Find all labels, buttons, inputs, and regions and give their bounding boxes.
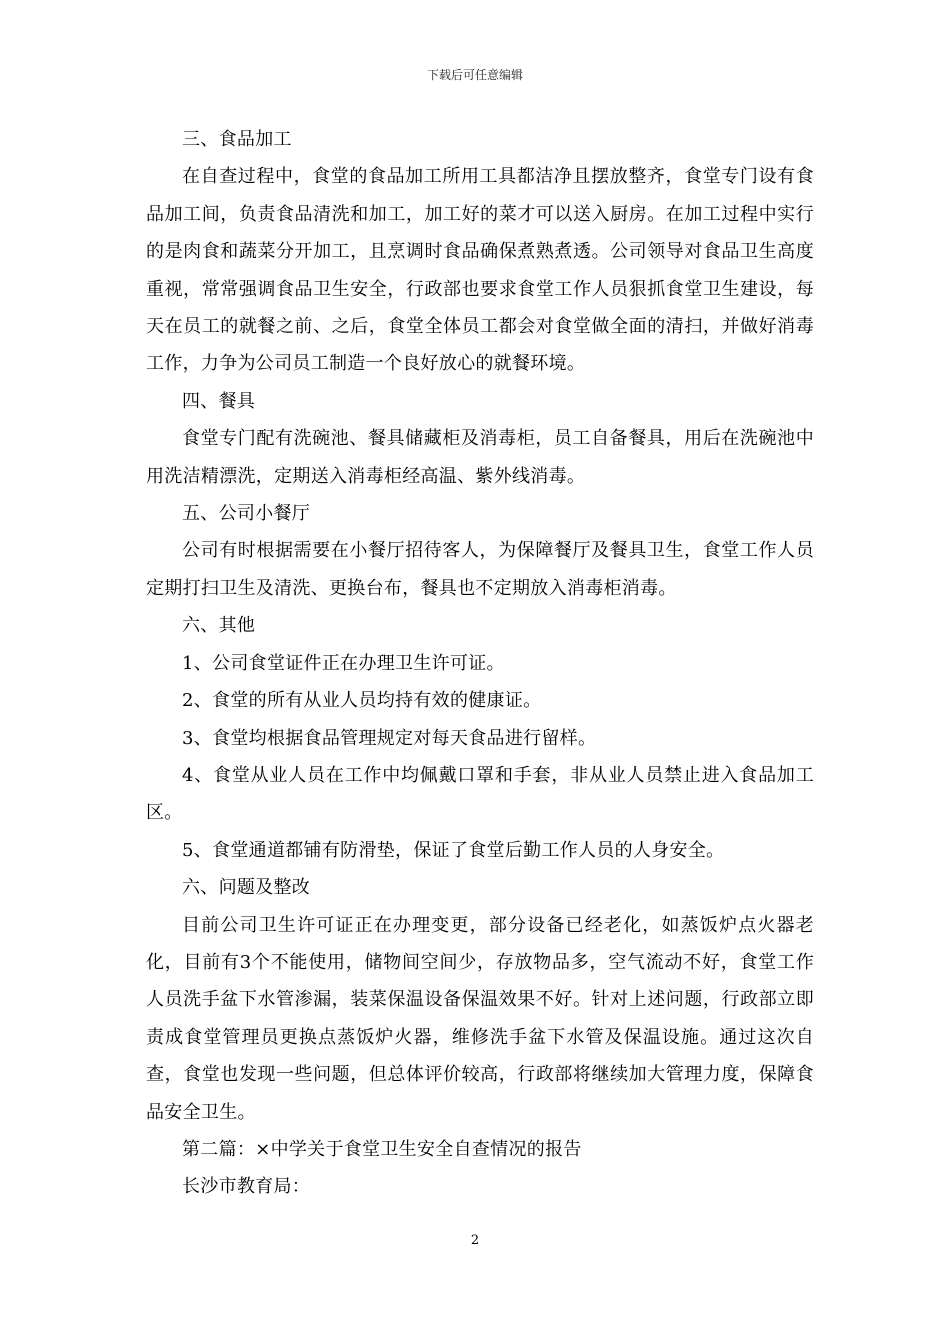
list-item-5: 5、食堂通道都铺有防滑垫，保证了食堂后勤工作人员的人身安全。 (182, 839, 725, 861)
section-heading-issues: 六、问题及整改 (182, 877, 311, 899)
second-article-title: 第二篇：×中学关于食堂卫生安全自查情况的报告 (182, 1138, 582, 1160)
header-note: 下载后可任意编辑 (426, 68, 523, 82)
salutation: 长沙市教育局： (182, 1176, 311, 1198)
section-heading-small-dining-room: 五、公司小餐厅 (182, 503, 311, 525)
section-heading-tableware: 四、餐具 (182, 390, 256, 412)
paragraph-food-processing: 在自查过程中，食堂的食品加工所用工具都洁净且摆放整齐，食堂专门设有食品加工间，负责食品清洗和加工，加工好的菜才可以送入厨房。在加工过程中实行的是肉食和蔬菜分开加工，且烹调时食品确保煮熟煮透。公司领导对食品卫生高度重视，常常强调食品卫生安全，行政部也要求食堂工作人员狠抓食堂卫生建设，每天在员工的就餐之前、之后，食堂全体员工都会对食堂做全面的清扫，并做好消毒工作，力争为公司员工制造一个良好放心的就餐环境。 (146, 166, 814, 375)
list-item-1: 1、公司食堂证件正在办理卫生许可证。 (182, 652, 505, 674)
page-number: 2 (470, 1233, 480, 1248)
list-item-3: 3、食堂均根据食品管理规定对每天食品进行留样。 (182, 727, 597, 749)
section-heading-other: 六、其他 (182, 615, 256, 637)
document-body (146, 121, 814, 1206)
section-heading-food-processing: 三、食品加工 (182, 129, 292, 150)
paragraph-small-dining-room: 公司有时根据需要在小餐厅招待客人，为保障餐厅及餐具卫生，食堂工作人员定期打扫卫生及清洗、更换台布，餐具也不定期放入消毒柜消毒。 (146, 540, 814, 599)
list-item-4: 4、食堂从业人员在工作中均佩戴口罩和手套，非从业人员禁止进入食品加工区。 (146, 764, 814, 824)
list-item-2: 2、食堂的所有从业人员均持有效的健康证。 (182, 690, 542, 712)
paragraph-tableware: 食堂专门配有洗碗池、餐具储藏柜及消毒柜，员工自备餐具，用后在洗碗池中用洗洁精漂洗，定期送入消毒柜经高温、紫外线消毒。 (146, 428, 814, 487)
paragraph-issues: 目前公司卫生许可证正在办理变更，部分设备已经老化，如蒸饭炉点火器老化，目前有3个不能使用，储物间空间少，存放物品多，空气流动不好，食堂工作人员洗手盆下水管渗漏，装菜保温设备保温效果不好。针对上述问题，行政部立即责成食堂管理员更换点蒸饭炉火器，维修洗手盆下水管及保温设施。通过这次自查，食堂也发现一些问题，但总体评价较高，行政部将继续加大管理力度，保障食品安全卫生。 (146, 914, 814, 1123)
